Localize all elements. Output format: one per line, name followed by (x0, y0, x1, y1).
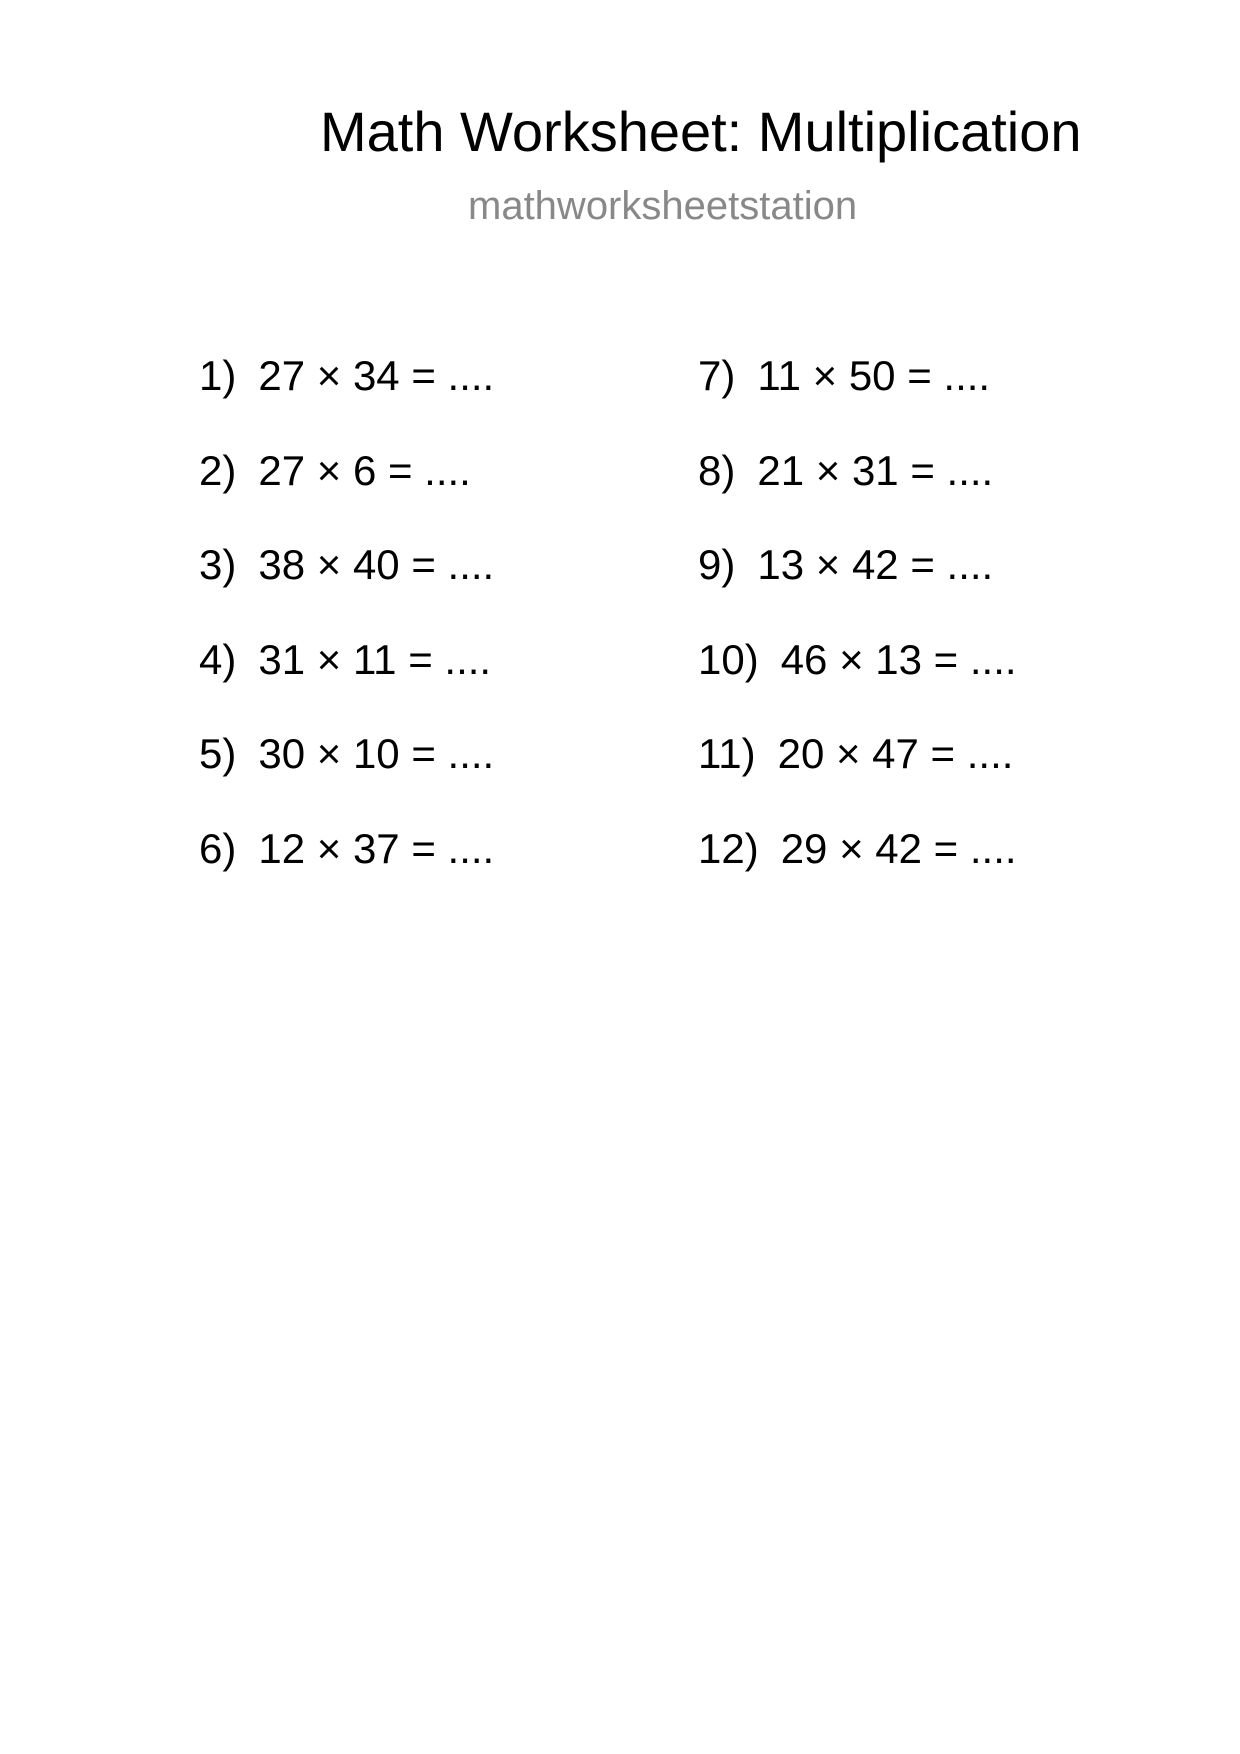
problem-number: 6) (199, 825, 237, 872)
problem-7 (698, 352, 990, 400)
problem-expression: 30 × 10 = .... (258, 730, 495, 777)
problem-expression: 29 × 42 = .... (780, 825, 1017, 872)
problem-expression: 46 × 13 = .... (780, 636, 1017, 683)
problem-5 (199, 730, 494, 778)
problem-number: 1) (199, 352, 237, 399)
problem-4 (199, 636, 491, 684)
problem-expression: 31 × 11 = .... (258, 636, 492, 683)
problem-expression: 13 × 42 = .... (757, 541, 994, 588)
problem-number: 8) (698, 447, 736, 494)
problem-12 (698, 825, 1017, 873)
problem-number: 7) (698, 352, 736, 399)
problem-number: 10) (698, 636, 759, 683)
problem-expression: 11 × 50 = .... (757, 352, 991, 399)
problem-6 (199, 825, 494, 873)
problem-number: 11) (698, 730, 756, 777)
problem-number: 5) (199, 730, 237, 777)
page-title: Math Worksheet: Multiplication (320, 100, 1082, 163)
problem-8 (698, 447, 993, 495)
page-subtitle: mathworksheetstation (468, 184, 858, 228)
problem-11 (698, 730, 1013, 778)
problem-expression: 27 × 6 = .... (258, 447, 471, 494)
problem-expression: 27 × 34 = .... (258, 352, 495, 399)
problem-9 (698, 541, 993, 589)
problem-1 (199, 352, 494, 400)
problem-3 (199, 541, 494, 589)
problem-expression: 38 × 40 = .... (258, 541, 495, 588)
problem-number: 12) (698, 825, 759, 872)
problem-10 (698, 636, 1017, 684)
problem-2 (199, 447, 471, 495)
problem-expression: 12 × 37 = .... (258, 825, 495, 872)
problem-expression: 20 × 47 = .... (777, 730, 1014, 777)
problem-expression: 21 × 31 = .... (757, 447, 994, 494)
problem-number: 2) (199, 447, 237, 494)
problem-number: 4) (199, 636, 237, 683)
problem-number: 3) (199, 541, 237, 588)
problem-number: 9) (698, 541, 736, 588)
